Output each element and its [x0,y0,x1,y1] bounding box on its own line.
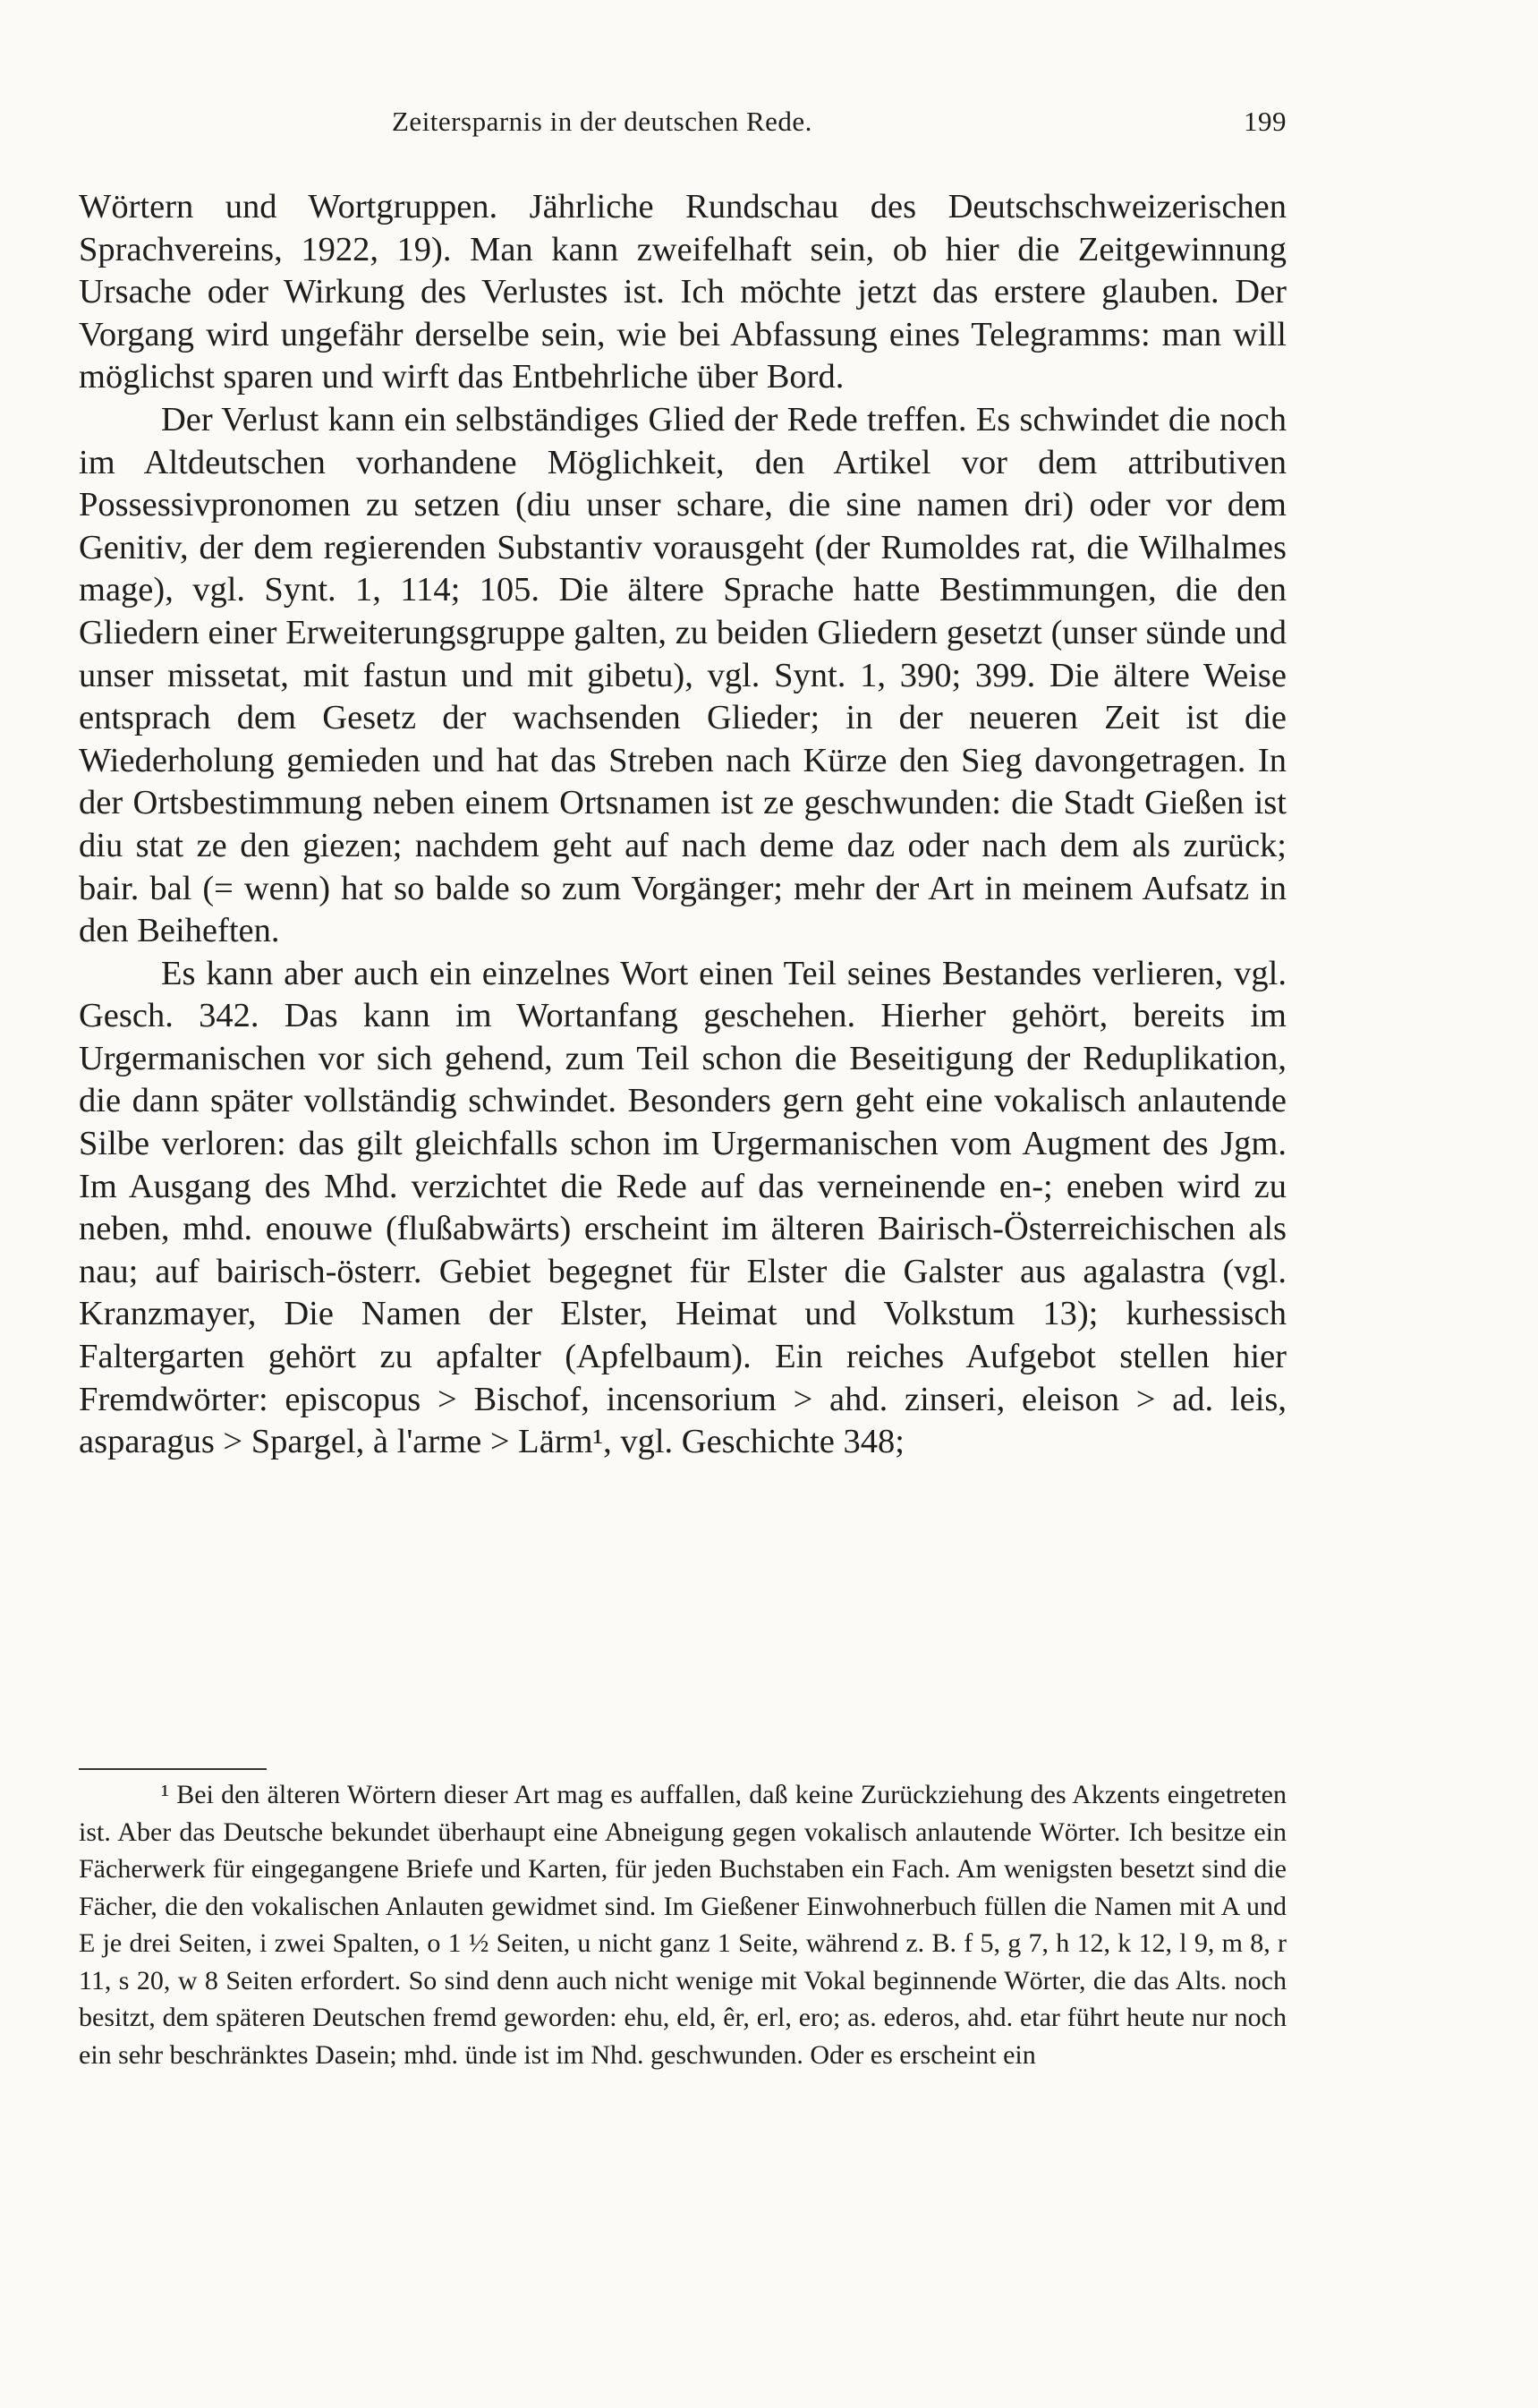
paragraph-2: Der Verlust kann ein selbständiges Glied der Rede treffen. Es schwindet die noch im Altdeutschen vorhandene Möglichkeit, den Artikel vor dem attributiven Possessivpronomen zu setzen (diu unser schare, die sine namen dri) oder vor dem Genitiv, der dem regierenden Substantiv vorausgeht (der Rumoldes rat, die Wilhalmes mage), vgl. Synt. 1, 114; 105. Die ältere Sprache hatte Bestimmungen, die den Gliedern einer Erweiterungsgruppe galten, zu beiden Gliedern gesetzt (unser sünde und unser missetat, mit fastun und mit gibetu), vgl. Synt. 1, 390; 399. Die ältere Weise entsprach dem Gesetz der wachsenden Glieder; in der neueren Zeit ist die Wiederholung gemieden und hat das Streben nach Kürze den Sieg davongetragen. In der Ortsbestimmung neben einem Ortsnamen ist ze geschwunden: die Stadt Gießen ist diu stat ze den giezen; nachdem geht auf nach deme daz oder nach dem als zurück; bair. bal (= wenn) hat so balde so zum Vorgänger; mehr der Art in meinem Aufsatz in den Beiheften. [79,400,1287,950]
running-title: Zeitersparnis in der deutschen Rede. [392,106,812,137]
footnotes [79,1776,1287,2073]
paragraph-1: Wörtern und Wortgruppen. Jährliche Rundschau des Deutschschweizerischen Sprachvereins, 1922, 19). Man kann zweifelhaft sein, ob hier die Zeitgewinnung Ursache oder Wirkung des Verlustes ist. Ich möchte jetzt das erstere glauben. Der Vorgang wird ungefähr derselbe sein, wie bei Abfassung eines Telegramms: man will möglichst sparen und wirft das Entbehrliche über Bord. [79,188,1287,396]
page-number: 199 [1244,106,1287,137]
main-text [79,186,1287,1464]
running-head [79,106,1287,150]
footnote-1: ¹ Bei den älteren Wörtern dieser Art mag es auffallen, daß keine Zurückziehung des Akzents eingetreten ist. Aber das Deutsche bekundet überhaupt eine Abneigung gegen vokalisch anlautende Wörter. Ich besitze ein Fächerwerk für eingegangene Briefe und Karten, für jeden Buchstaben ein Fach. Am wenigsten besetzt sind die Fächer, die den vokalischen Anlauten gewidmet sind. Im Gießener Einwohnerbuch füllen die Namen mit A und E je drei Seiten, i zwei Spalten, o 1 ½ Seiten, u nicht ganz 1 Seite, während z. B. f 5, g 7, h 12, k 12, l 9, m 8, r 11, s 20, w 8 Seiten erfordert. So sind denn auch nicht wenige mit Vokal beginnende Wörter, die das Alts. noch besitzt, dem späteren Deutschen fremd geworden: ehu, eld, êr, erl, ero; as. ederos, ahd. etar führt heute nur noch ein sehr beschränktes Dasein; mhd. ünde ist im Nhd. geschwunden. Oder es erscheint ein [79,1780,1287,2070]
footnote-divider [79,1768,267,1770]
paragraph-3: Es kann aber auch ein einzelnes Wort einen Teil seines Bestandes verlieren, vgl. Gesch. 342. Das kann im Wortanfang geschehen. Hierher gehört, bereits im Urgermanischen vor sich gehend, zum Teil schon die Beseitigung der Reduplikation, die dann später vollständig schwindet. Besonders gern geht eine vokalisch anlautende Silbe verloren: das gilt gleichfalls schon im Urgermanischen vom Augment des Jgm. Im Ausgang des Mhd. verzichtet die Rede auf das verneinende en-; eneben wird zu neben, mhd. enouwe (flußabwärts) erscheint im älteren Bairisch-Österreichischen als nau; auf bairisch-österr. Gebiet begegnet für Elster die Galster aus agalastra (vgl. Kranzmayer, Die Namen der Elster, Heimat und Volkstum 13); kurhessisch Faltergarten gehört zu apfalter (Apfelbaum). Ein reiches Aufgebot stellen hier Fremdwörter: episcopus > Bischof, incensorium > ahd. zinseri, eleison > ad. leis, asparagus > Spargel, à l'arme > Lärm¹, vgl. Geschichte 348; [79,954,1287,1461]
book-page [79,0,1287,2408]
